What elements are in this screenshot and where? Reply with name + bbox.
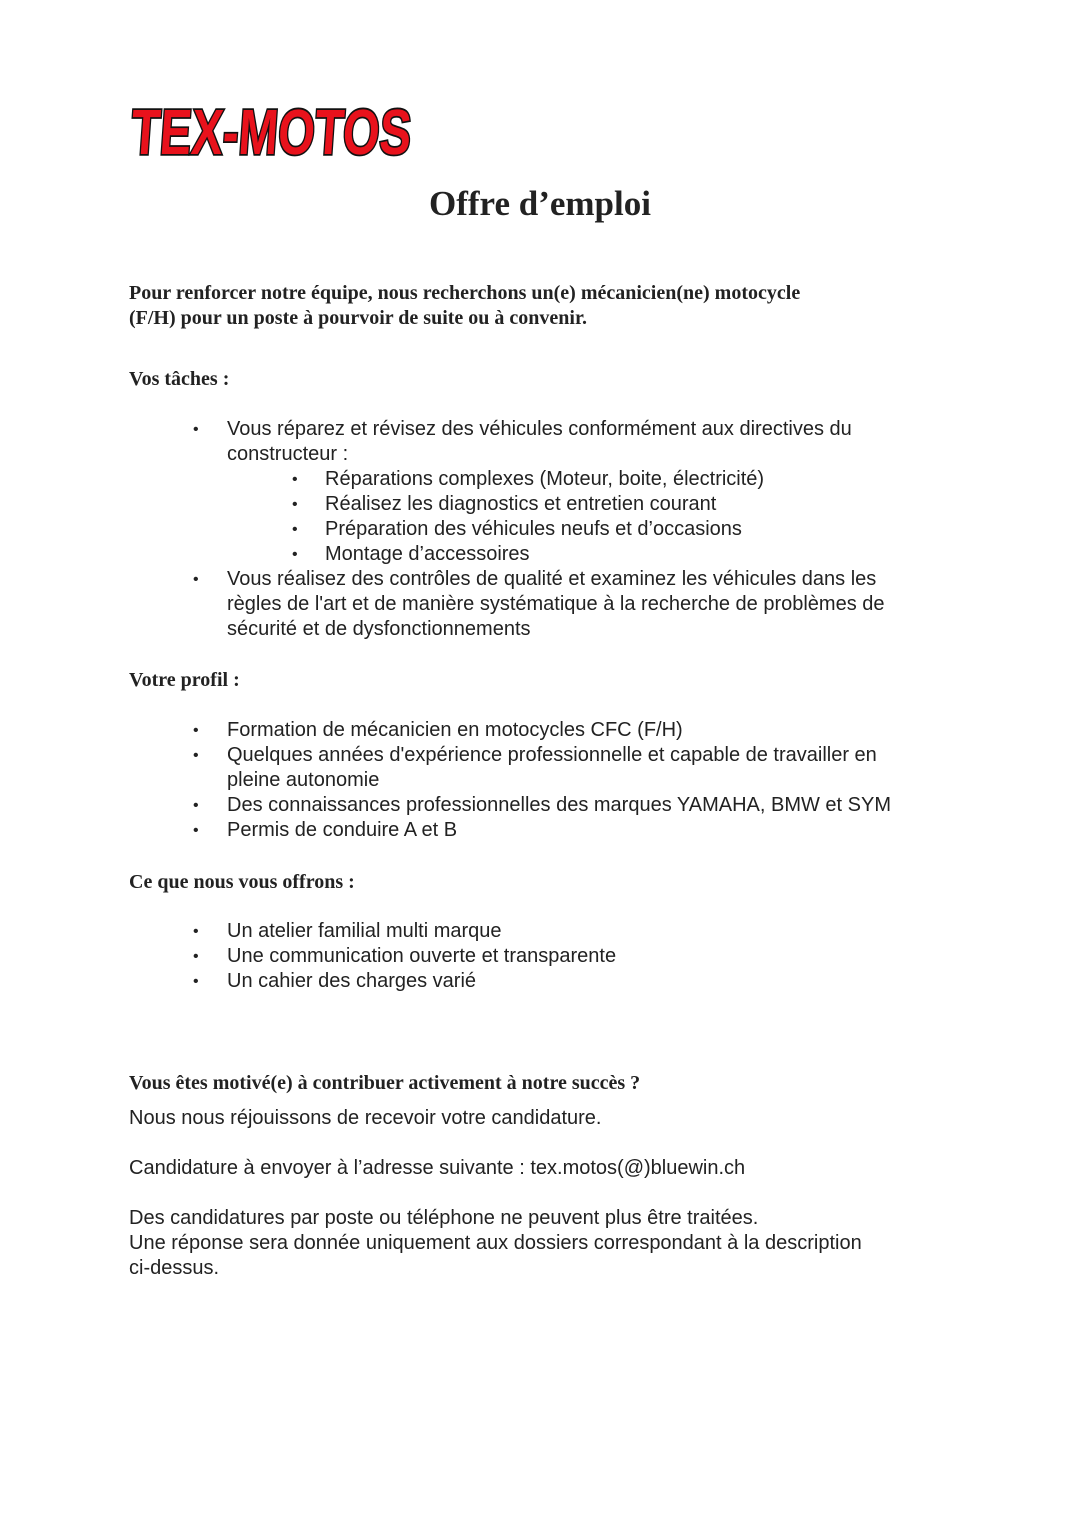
closing-rejouis: Nous nous réjouissons de recevoir votre candidature. [129, 1107, 602, 1129]
intro-line-1: Pour renforcer notre équipe, nous recherchons un(e) mécanicien(ne) motocycle [129, 282, 801, 304]
list-item: • Permis de conduire A et B [0, 818, 957, 843]
list-item: • Un cahier des charges varié [0, 969, 957, 994]
list-item-text: sécurité et de dysfonctionnements [227, 618, 531, 640]
section-heading-taches: Vos tâches : [129, 368, 230, 390]
list-item-text: pleine autonomie [227, 769, 380, 791]
taches-list [0, 417, 957, 642]
intro-line-2: (F/H) pour un poste à pourvoir de suite ou à convenir. [129, 307, 588, 329]
sub-list-item: • Montage d’accessoires [227, 542, 957, 567]
closing-address: Candidature à envoyer à l’adresse suivante : tex.motos(@)bluewin.ch [129, 1157, 746, 1179]
closing-notice-line-2: Une réponse sera donnée uniquement aux dossiers correspondant à la description [129, 1232, 862, 1254]
tex-motos-logo [126, 94, 514, 168]
list-item-text: règles de l'art et de manière systématique à la recherche de problèmes de [227, 593, 885, 615]
sub-list-item: • Réparations complexes (Moteur, boite, électricité) [227, 467, 957, 492]
intro-paragraph [129, 281, 929, 331]
taches-sublist [227, 467, 957, 567]
closing-notice-line-3: ci-dessus. [129, 1257, 220, 1279]
list-item: • Formation de mécanicien en motocycles CFC (F/H) [0, 718, 957, 743]
sub-list-item: • Préparation des véhicules neufs et d’occasions [227, 517, 957, 542]
list-item: • Une communication ouverte et transparente [0, 944, 957, 969]
offre-list [0, 919, 957, 994]
section-heading-profil: Votre profil : [129, 669, 240, 691]
list-item: • Des connaissances professionnelles des marques YAMAHA, BMW et SYM [0, 793, 957, 818]
page-title: Offre d’emploi [429, 184, 651, 223]
logo-text: TEX-MOTOS [128, 96, 514, 168]
section-heading-motivation: Vous êtes motivé(e) à contribuer activement à notre succès ? [129, 1072, 641, 1094]
list-item: • Un atelier familial multi marque [0, 919, 957, 944]
list-item-text: • Quelques années d'expérience professionnelle et capable de travailler en [227, 744, 877, 766]
list-item-text: constructeur : [227, 443, 349, 465]
list-item [0, 417, 957, 567]
section-heading-offre: Ce que nous vous offrons : [129, 871, 355, 893]
closing-notice-line-1: Des candidatures par poste ou téléphone ne peuvent plus être traitées. [129, 1207, 759, 1229]
list-item-text: • Vous réalisez des contrôles de qualité et examinez les véhicules dans les [227, 568, 877, 590]
list-item-text: • Vous réparez et révisez des véhicules conformément aux directives du [227, 418, 852, 440]
list-item [0, 743, 957, 793]
list-item [0, 567, 957, 642]
sub-list-item: • Réalisez les diagnostics et entretien courant [227, 492, 957, 517]
closing-notice [129, 1206, 949, 1281]
profil-list [0, 718, 957, 843]
